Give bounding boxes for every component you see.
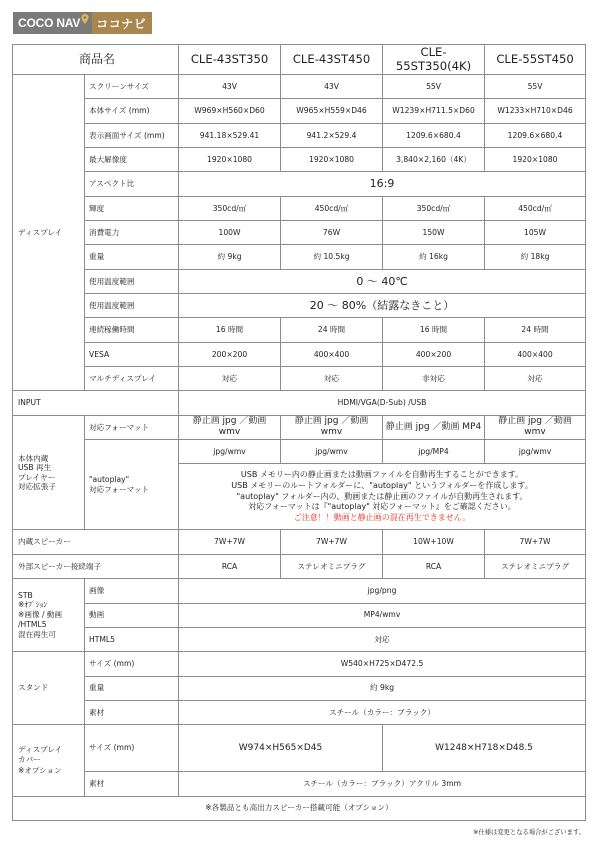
cell-value: 1920×1080 bbox=[179, 148, 281, 172]
cell-value: 1209.6×680.4 bbox=[485, 123, 586, 147]
stb-category bbox=[13, 579, 85, 652]
table-row bbox=[13, 772, 586, 796]
table-row bbox=[13, 603, 586, 627]
table-row bbox=[13, 74, 586, 98]
category-line: カバー bbox=[18, 755, 41, 765]
cell-value: 1920×1080 bbox=[281, 148, 383, 172]
table-row bbox=[13, 652, 586, 676]
logo-text-left bbox=[13, 12, 92, 34]
table-row bbox=[13, 172, 586, 196]
cell-value: 400×400 bbox=[485, 342, 586, 366]
row-label: 本体サイズ (mm) bbox=[85, 99, 179, 123]
row-label: 連続稼働時間 bbox=[85, 318, 179, 342]
row-label bbox=[85, 440, 179, 530]
cell-value: 約 9kg bbox=[179, 676, 586, 700]
cell-value: 24 時間 bbox=[281, 318, 383, 342]
category-line: 本体内蔵 bbox=[18, 453, 49, 463]
row-label: 重量 bbox=[85, 245, 179, 269]
row-label: 素材 bbox=[85, 700, 179, 724]
table-row bbox=[13, 123, 586, 147]
table-row bbox=[13, 554, 586, 578]
table-row bbox=[13, 294, 586, 318]
cell-value: 20 ～ 80%（結露なきこと） bbox=[179, 294, 586, 318]
cell-value: 1209.6×680.4 bbox=[383, 123, 485, 147]
row-label: 輝度 bbox=[85, 196, 179, 220]
category-line: ※画像 / 動画 bbox=[18, 610, 63, 620]
table-row bbox=[13, 676, 586, 700]
table-row bbox=[13, 700, 586, 724]
map-pin-icon bbox=[81, 14, 89, 24]
cell-value: 105W bbox=[485, 221, 586, 245]
category-line: STB bbox=[18, 590, 33, 600]
table-row bbox=[13, 530, 586, 554]
cell-value: 10W+10W bbox=[383, 530, 485, 554]
brand-logo bbox=[13, 12, 152, 34]
cell-value: 7W+7W bbox=[281, 530, 383, 554]
label-line: 対応フォーマット bbox=[89, 484, 150, 494]
cell-value: jpg/wmv bbox=[485, 440, 586, 464]
cell-value: W540×H725×D472.5 bbox=[179, 652, 586, 676]
cell-value: 7W+7W bbox=[485, 530, 586, 554]
input-category: INPUT bbox=[13, 391, 179, 415]
cell-value: W969×H560×D60 bbox=[179, 99, 281, 123]
cell-value: 450cd/㎡ bbox=[485, 196, 586, 220]
cell-value: 76W bbox=[281, 221, 383, 245]
model-header: CLE-43ST450 bbox=[281, 45, 383, 75]
table-row bbox=[13, 579, 586, 603]
product-name-header: 商品名 bbox=[13, 45, 179, 75]
cell-value: スチール（カラー：ブラック） bbox=[179, 700, 586, 724]
category-line: 対応拡張子 bbox=[18, 482, 56, 492]
speaker-category: 内蔵スピーカー bbox=[13, 530, 179, 554]
row-label: 消費電力 bbox=[85, 221, 179, 245]
warning-text: ご注意！！動画と静止画の混在再生できません。 bbox=[293, 513, 471, 523]
cell-value: jpg/wmv bbox=[281, 440, 383, 464]
cell-value: RCA bbox=[383, 554, 485, 578]
cell-value: 350cd/㎡ bbox=[383, 196, 485, 220]
row-label: サイズ (mm) bbox=[85, 652, 179, 676]
cell-value: 静止画 jpg ／動画 wmv bbox=[485, 415, 586, 439]
cell-value: 対応 bbox=[179, 627, 586, 651]
cell-value: 43V bbox=[281, 74, 383, 98]
row-label: VESA bbox=[85, 342, 179, 366]
cell-value: 55V bbox=[485, 74, 586, 98]
table-row bbox=[13, 342, 586, 366]
cell-value: 350cd/㎡ bbox=[179, 196, 281, 220]
row-label: 動画 bbox=[85, 603, 179, 627]
row-label: 使用温度範囲 bbox=[85, 294, 179, 318]
table-row bbox=[13, 318, 586, 342]
model-header: CLE-43ST350 bbox=[179, 45, 281, 75]
cell-value: 16:9 bbox=[179, 172, 586, 196]
cell-value: 941.18×529.41 bbox=[179, 123, 281, 147]
autoplay-notes bbox=[179, 464, 586, 530]
cell-value: MP4/wmv bbox=[179, 603, 586, 627]
cell-value: W965×H559×D46 bbox=[281, 99, 383, 123]
cell-value: RCA bbox=[179, 554, 281, 578]
cell-value: W1248×H718×D48.5 bbox=[383, 725, 586, 772]
cell-value: 対応 bbox=[179, 367, 281, 391]
cell-value: 450cd/㎡ bbox=[281, 196, 383, 220]
table-row bbox=[13, 245, 586, 269]
note-line: USB メモリーのルートフォルダーに、"autoplay" というフォルダーを作成します。 bbox=[231, 480, 533, 490]
cell-value: 対応 bbox=[485, 367, 586, 391]
table-row bbox=[13, 725, 586, 772]
table-row bbox=[13, 196, 586, 220]
label-line: "autoplay" bbox=[89, 475, 130, 485]
table-row bbox=[13, 415, 586, 439]
cell-value: 200×200 bbox=[179, 342, 281, 366]
cell-value: 0 ～ 40℃ bbox=[179, 269, 586, 293]
cover-category bbox=[13, 725, 85, 796]
cell-value: W1233×H710×D46 bbox=[485, 99, 586, 123]
cell-value: 100W bbox=[179, 221, 281, 245]
row-label: アスペクト比 bbox=[85, 172, 179, 196]
logo-left-label: COCO NAV bbox=[18, 16, 81, 30]
cell-value: jpg/png bbox=[179, 579, 586, 603]
row-label: 対応フォーマット bbox=[85, 415, 179, 439]
table-row bbox=[13, 391, 586, 415]
player-category bbox=[13, 415, 85, 530]
cell-value: 対応 bbox=[281, 367, 383, 391]
cell-value: 16 時間 bbox=[179, 318, 281, 342]
cell-value: 150W bbox=[383, 221, 485, 245]
cell-value: 941.2×529.4 bbox=[281, 123, 383, 147]
table-row bbox=[13, 796, 586, 820]
footnote: ※仕様は変更となる場合がございます。 bbox=[473, 829, 585, 836]
category-line: 混在再生可 bbox=[18, 629, 56, 639]
logo-text-right: ココナビ bbox=[92, 12, 152, 34]
cell-value: 16 時間 bbox=[383, 318, 485, 342]
table-row bbox=[13, 627, 586, 651]
stand-category: スタンド bbox=[13, 652, 85, 725]
cell-value: jpg/wmv bbox=[179, 440, 281, 464]
table-row bbox=[13, 269, 586, 293]
cell-value: 約 10.5kg bbox=[281, 245, 383, 269]
cell-value: 43V bbox=[179, 74, 281, 98]
cell-value: 非対応 bbox=[383, 367, 485, 391]
cell-value: 約 16kg bbox=[383, 245, 485, 269]
cell-value: 約 9kg bbox=[179, 245, 281, 269]
spec-table bbox=[12, 44, 586, 821]
row-label: 重量 bbox=[85, 676, 179, 700]
category-line: プレイヤー bbox=[18, 472, 56, 482]
category-line: ディスプレイ bbox=[18, 745, 63, 755]
cell-value: 3,840×2,160（4K） bbox=[383, 148, 485, 172]
cell-value: 7W+7W bbox=[179, 530, 281, 554]
model-header: CLE-55ST350(4K) bbox=[383, 45, 485, 75]
category-line: USB 再生 bbox=[18, 463, 52, 473]
row-label: 画像 bbox=[85, 579, 179, 603]
cell-value: ステレオミニプラグ bbox=[485, 554, 586, 578]
table-header-row bbox=[13, 45, 586, 75]
bottom-note: ※各製品とも高出力スピーカー搭載可能（オプション） bbox=[13, 796, 586, 820]
cell-value: ステレオミニプラグ bbox=[281, 554, 383, 578]
cell-value: 55V bbox=[383, 74, 485, 98]
display-category: ディスプレイ bbox=[13, 74, 85, 390]
cell-value: 静止画 jpg ／動画 wmv bbox=[281, 415, 383, 439]
row-label: 使用温度範囲 bbox=[85, 269, 179, 293]
table-row bbox=[13, 148, 586, 172]
cell-value: 24 時間 bbox=[485, 318, 586, 342]
cell-value: 静止画 jpg ／動画 MP4 bbox=[383, 415, 485, 439]
row-label: 表示画面サイズ (mm) bbox=[85, 123, 179, 147]
cell-value: スチール（カラー：ブラック）アクリル 3mm bbox=[179, 772, 586, 796]
note-line: "autoplay" フォルダー内の、動画または静止画のファイルが自動再生されます。 bbox=[236, 491, 528, 501]
cell-value: 静止画 jpg ／動画 wmv bbox=[179, 415, 281, 439]
category-line: /HTML5 bbox=[18, 620, 47, 630]
cell-value: jpg/MP4 bbox=[383, 440, 485, 464]
row-label: 最大解像度 bbox=[85, 148, 179, 172]
note-line: USB メモリー内の静止画または動画ファイルを自動再生することができます。 bbox=[240, 469, 524, 479]
table-row bbox=[13, 221, 586, 245]
category-line: ※オプション bbox=[18, 765, 62, 775]
row-label: マルチディスプレイ bbox=[85, 367, 179, 391]
row-label: 素材 bbox=[85, 772, 179, 796]
cell-value: 400×200 bbox=[383, 342, 485, 366]
table-row bbox=[13, 440, 586, 464]
ext-speaker-category: 外部スピーカー接続端子 bbox=[13, 554, 179, 578]
row-label: HTML5 bbox=[85, 627, 179, 651]
cell-value: W1239×H711.5×D60 bbox=[383, 99, 485, 123]
cell-value: 400×400 bbox=[281, 342, 383, 366]
cell-value: W974×H565×D45 bbox=[179, 725, 383, 772]
category-line: ※ｵﾌﾟｼｮﾝ bbox=[18, 600, 48, 610]
model-header: CLE-55ST450 bbox=[485, 45, 586, 75]
cell-value: 約 18kg bbox=[485, 245, 586, 269]
table-row bbox=[13, 367, 586, 391]
table-row bbox=[13, 99, 586, 123]
cell-value: 1920×1080 bbox=[485, 148, 586, 172]
note-line: 対応フォーマットは『"autoplay" 対応フォーマット』をご確認ください。 bbox=[248, 502, 516, 512]
row-label: サイズ (mm) bbox=[85, 725, 179, 772]
row-label: スクリーンサイズ bbox=[85, 74, 179, 98]
cell-value: HDMI/VGA(D-Sub) /USB bbox=[179, 391, 586, 415]
